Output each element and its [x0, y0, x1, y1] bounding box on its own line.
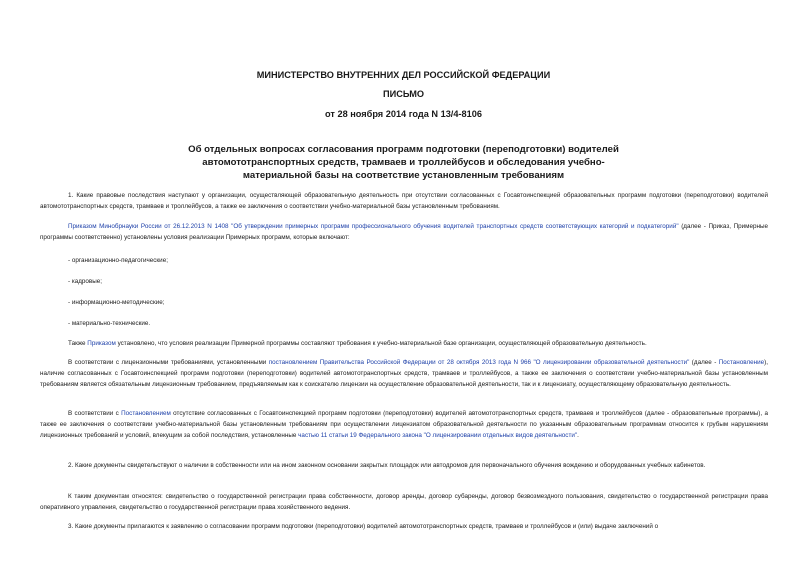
list-item: - информационно-методические;	[68, 299, 165, 306]
paragraph-license-requirements	[40, 357, 768, 390]
list-item: - материально-технические.	[68, 320, 151, 327]
paragraph-question-2: 2. Какие документы свидетельствуют о наличии в собственности или на ином законном основании закрытых площадок или автодромов для первоначального обучения вождению и оборудованных учебных кабинетов.	[68, 462, 706, 469]
order-link[interactable]: Приказом Минобрнауки России от 26.12.2013 N 1408 "Об утверждении примерных программ профессионального обучения водителей транспортных средств соответствующих категорий и подкатегорий"	[68, 223, 679, 230]
document-date-number: от 28 ноября 2014 года N 13/4-8106	[325, 109, 482, 119]
list-item: - кадровые;	[68, 278, 103, 285]
paragraph-question-1: 1. Какие правовые последствия наступают у организации, осуществляющей образовательную деятельность при отсутствии согласованных с Госавтоинспекцией образовательных программ подготовки (переподготовки) водителей автомототранспортных средств, трамваев и троллейбусов, а также ее заключения о соответствии учебно-материальной базы установленным требованиям.	[40, 192, 768, 211]
resolution-link[interactable]: Постановлением	[121, 410, 171, 417]
paragraph-documents-list: К таким документам относятся: свидетельство о государственной регистрации права собственности, договор аренды, договор субаренды, договор безвозмездного пользования, свидетельство о государственной регистрации права оперативного управления, свидетельство о государственной регистрации права хозяйственного ведения.	[40, 493, 768, 512]
paragraph-text: ), наличие согласованных с Госавтоинспекцией программ подготовки (переподготовки) водителей автомототранспортных средств, трамваев и троллейбусов, а также ее заключения о соответствии учебно-материальной базы установленным требованиям является обязательным лицензионным требованием, предъявляемым как к соискателю лицензии на осуществление образовательной деятельности, так и к лицензиату, осуществляющему образовательную деятельность.	[40, 359, 768, 389]
paragraph-text: В соответствии с лицензионными требованиями, установленными	[68, 359, 269, 366]
resolution-link[interactable]: постановлением Правительства Российской Федерации от 28 октября 2013 года N 966 "О лицензировании образовательной деятельности"	[268, 359, 690, 366]
ministry-heading: МИНИСТЕРСТВО ВНУТРЕННИХ ДЕЛ РОССИЙСКОЙ ФЕДЕРАЦИИ	[256, 70, 551, 80]
paragraph-text: В соответствии с	[68, 410, 122, 417]
resolution-short-link[interactable]: Постановление	[718, 359, 765, 366]
paragraph-order-reference	[40, 221, 768, 243]
paragraph-question-3: 3. Какие документы прилагаются к заявлению о согласовании программ подготовки (переподготовки) водителей автомототранспортных средств, трамваев и троллейбусов и (или) выдаче заключений о	[68, 523, 659, 530]
order-link[interactable]: Приказом	[87, 340, 116, 347]
paragraph-text: Также	[68, 340, 88, 347]
list-item: - организационно-педагогические;	[68, 257, 168, 264]
document-type: ПИСЬМО	[382, 89, 425, 99]
document-title: Об отдельных вопросах согласования программ подготовки (переподготовки) водителей автомототранспортных средств, трамваев и троллейбусов и обследования учебно-материальной базы на соответствие установленным требованиям	[188, 144, 619, 181]
paragraph-violations	[40, 408, 768, 441]
paragraph-text: (далее -	[689, 359, 719, 366]
paragraph-text: .	[577, 432, 579, 440]
federal-law-link[interactable]: частью 11 статьи 19 Федерального закона "О лицензировании отдельных видов деятельности"	[298, 432, 578, 440]
paragraph-text: установлено, что условия реализации Примерной программы составляют требования к учебно-материальной базе организации, осуществляющей образовательную деятельность.	[115, 340, 647, 347]
paragraph-text: отсутствие согласованных с Госавтоинспекцией программ подготовки (переподготовки) водителей автомототранспортных средств, трамваев и троллейбусов (далее - образовательные программы), а также ее заключения о соответствии учебно-материальной базы установленным требованиям при осуществлении лицензиатом образовательной деятельности по указанным образовательным программам относится к грубым нарушениям лицензионных требований и условий, влекущим за собой последствия, установленные	[40, 410, 768, 440]
paragraph-conditions	[40, 338, 768, 349]
paragraph-text: (далее - Приказ, Примерные программы соответственно) установлены условия реализации Примерных программ, которые включают:	[40, 223, 768, 242]
